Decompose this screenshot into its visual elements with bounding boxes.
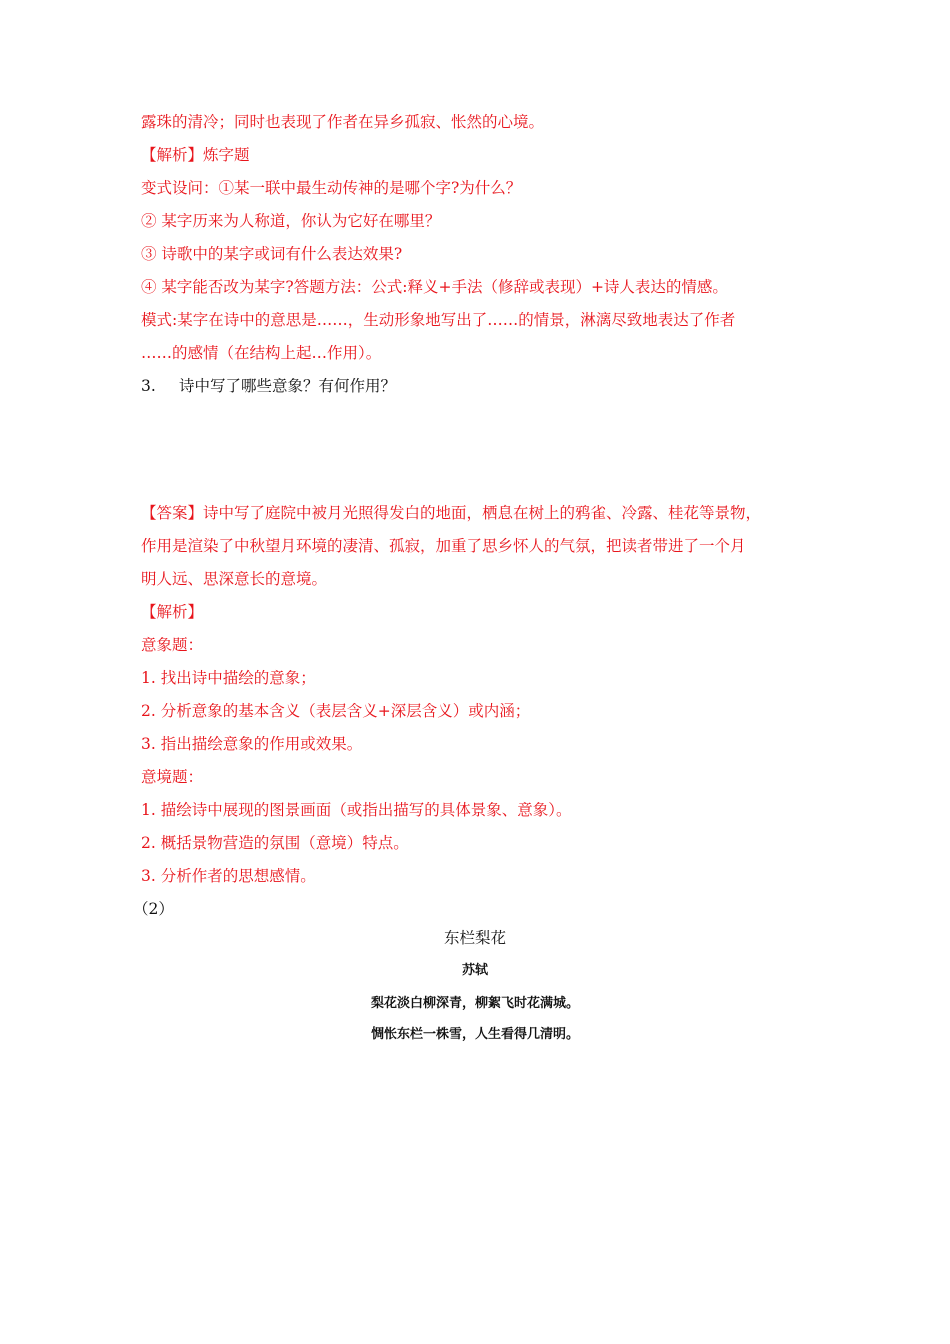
answer-template-line: 模式:某字在诗中的意思是……，生动形象地写出了……的情景，淋漓尽致地表达了作者 (141, 311, 736, 329)
mood-step: 1. 描绘诗中展现的图景画面（或指出描写的具体景象、意象）。 (141, 801, 572, 819)
answer-line: 明人远、思深意长的意境。 (141, 570, 328, 588)
section-label-block (133, 893, 823, 926)
imagery-step: 3. 指出描绘意象的作用或效果。 (141, 735, 363, 753)
imagery-step: 2. 分析意象的基本含义（表层含义+深层含义）或内涵； (141, 702, 531, 720)
answer-template-line: ……的感情（在结构上起…作用）。 (141, 344, 382, 362)
imagery-step: 1. 找出诗中描绘的意象； (141, 669, 316, 687)
poem-line: 惆怅东栏一株雪，人生看得几清明。 (370, 1027, 579, 1042)
section-label: （2） (133, 900, 174, 918)
answer-continuation-line: 露珠的清冷；同时也表现了作者在异乡孤寂、怅然的心境。 (141, 113, 545, 131)
answer-line: 作用是渲染了中秋望月环境的凄清、孤寂，加重了思乡怀人的气氛，把读者带进了一个月 (141, 537, 746, 555)
imagery-heading: 意象题： (141, 636, 204, 654)
question-text: 诗中写了哪些意象？有何作用？ (179, 377, 397, 395)
answer-line: 【答案】诗中写了庭院中被月光照得发白的地面，栖息在树上的鸦雀、冷露、桂花等景物， (141, 504, 762, 522)
analysis-heading: 【解析】炼字题 (141, 146, 250, 164)
variant-question-line: 变式设问：①某一联中最生动传神的是哪个字?为什么？ (141, 179, 522, 197)
method-formula-line: ④ 某字能否改为某字?答题方法：公式:释义+手法（修辞或表现）+诗人表达的情感。 (141, 278, 728, 296)
variant-question-line: ③ 诗歌中的某字或词有什么表达效果? (141, 245, 403, 263)
analysis-heading: 【解析】 (141, 603, 204, 621)
answer-section (141, 497, 831, 893)
poem-title: 东栏梨花 (443, 929, 506, 947)
poem-line: 梨花淡白柳深青，柳絮飞时花满城。 (370, 996, 579, 1011)
question-number: 3. (141, 377, 156, 395)
analysis-section (141, 106, 831, 403)
mood-heading: 意境题： (141, 768, 204, 786)
question-3 (141, 370, 831, 403)
mood-step: 2. 概括景物营造的氛围（意境）特点。 (141, 834, 409, 852)
poem-author: 苏轼 (461, 963, 488, 978)
mood-step: 3. 分析作者的思想感情。 (141, 867, 316, 885)
variant-question-line: ② 某字历来为人称道，你认为它好在哪里？ (141, 212, 441, 230)
